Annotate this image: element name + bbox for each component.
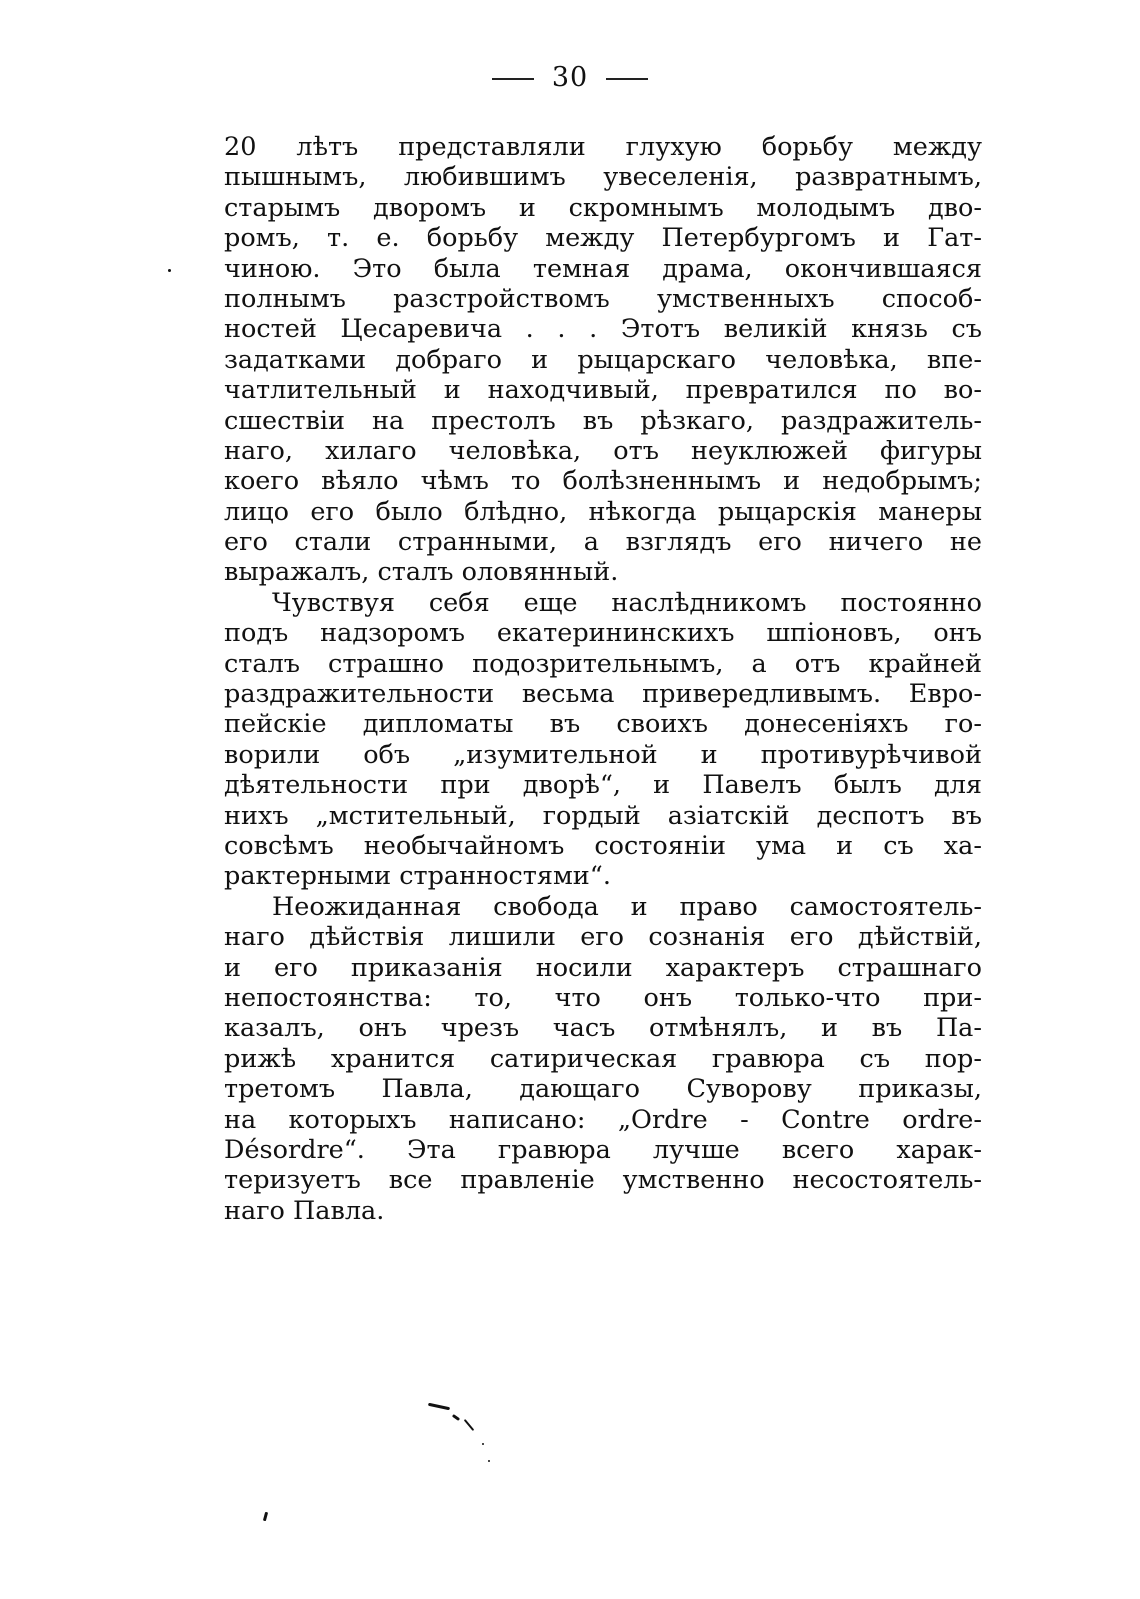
- scan-speck: [482, 1443, 484, 1445]
- text-line: Неожиданная свобода и право самостоятель-: [272, 891, 982, 922]
- text-line: 20 лѣтъ представляли глухую борьбу между: [224, 132, 982, 162]
- text-line: наго дѣйствія лишили его сознанія его дѣйствій,: [224, 922, 982, 953]
- body-text: [224, 132, 982, 1226]
- page-number-header: [0, 62, 1140, 93]
- text-line: ромъ, т. е. борьбу между Петербургомъ и Гат-: [224, 223, 982, 254]
- text-line: коего вѣяло чѣмъ то болѣзненнымъ и недобрымъ;: [224, 466, 982, 497]
- paragraph: [224, 892, 982, 1226]
- text-line: совсѣмъ необычайномъ состояніи ума и съ ха-: [224, 830, 982, 861]
- scan-mark: [452, 1414, 460, 1421]
- text-line: его стали странными, а взглядъ его ничего не: [224, 527, 982, 558]
- text-line: пейскіе дипломаты въ своихъ донесеніяхъ го-: [224, 709, 982, 740]
- text-line: выражалъ, сталъ оловянный.: [224, 557, 619, 588]
- text-line: задатками добраго и рыцарскаго человѣка, впе-: [224, 344, 982, 375]
- text-line: подъ надзоромъ екатерининскихъ шпіоновъ, онъ: [224, 618, 982, 649]
- text-line: ворили объ „изумительной и противурѣчивой: [224, 739, 982, 770]
- text-line: рактерными странностями“.: [224, 861, 611, 892]
- text-line: сшествіи на престолъ въ рѣзкаго, раздражитель-: [224, 405, 982, 436]
- text-line: лицо его было блѣдно, нѣкогда рыцарскія манеры: [224, 496, 982, 527]
- text-line: нихъ „мстительный, гордый азіатскій деспотъ въ: [224, 800, 982, 831]
- text-line: раздражительности весьма привередливымъ. Евро-: [224, 679, 982, 710]
- text-line: теризуетъ все правленіе умственно несостоятель-: [224, 1165, 982, 1196]
- text-line: чатлительный и находчивый, превратился по во-: [224, 375, 982, 406]
- text-line: Чувствуя себя еще наслѣдникомъ постоянно: [272, 587, 982, 618]
- scan-speck: [168, 269, 171, 272]
- text-line: старымъ дворомъ и скромнымъ молодымъ дво-: [224, 192, 982, 223]
- text-line: рижѣ хранится сатирическая гравюра съ пор-: [224, 1043, 982, 1074]
- scan-speck: [263, 1512, 268, 1521]
- text-line: наго Павла.: [224, 1195, 385, 1226]
- paragraph: [224, 132, 982, 588]
- text-line: полнымъ разстройствомъ умственныхъ способ-: [224, 283, 982, 314]
- page-number: 30: [551, 62, 589, 93]
- paragraph: [224, 588, 982, 892]
- right-dash: [606, 78, 648, 80]
- text-line: третомъ Павла, дающаго Суворову приказы,: [224, 1074, 982, 1105]
- text-line: казалъ, онъ чрезъ часъ отмѣнялъ, и въ Па-: [224, 1013, 982, 1044]
- scan-speck: [488, 1460, 490, 1462]
- text-line: ностей Цесаревича . . . Этотъ великій князь съ: [224, 314, 982, 345]
- text-line: чиною. Это была темная драма, окончившаяся: [224, 253, 982, 284]
- text-line: Désordre“. Эта гравюра лучше всего харак-: [224, 1134, 982, 1165]
- text-line: непостоянства: то, что онъ только-что при-: [224, 982, 982, 1013]
- scan-mark: [464, 1419, 475, 1431]
- text-line: дѣятельности при дворѣ“, и Павелъ былъ для: [224, 770, 982, 801]
- text-line: наго, хилаго человѣка, отъ неуклюжей фигуры: [224, 435, 982, 466]
- scan-mark: [428, 1403, 450, 1411]
- text-line: сталъ страшно подозрительнымъ, а отъ крайней: [224, 648, 982, 679]
- text-line: пышнымъ, любившимъ увеселенія, развратнымъ,: [224, 162, 982, 193]
- text-line: и его приказанія носили характеръ страшнаго: [224, 952, 982, 983]
- text-line: на которыхъ написано: „Ordre - Contre ordre-: [224, 1104, 982, 1135]
- left-dash: [492, 78, 534, 80]
